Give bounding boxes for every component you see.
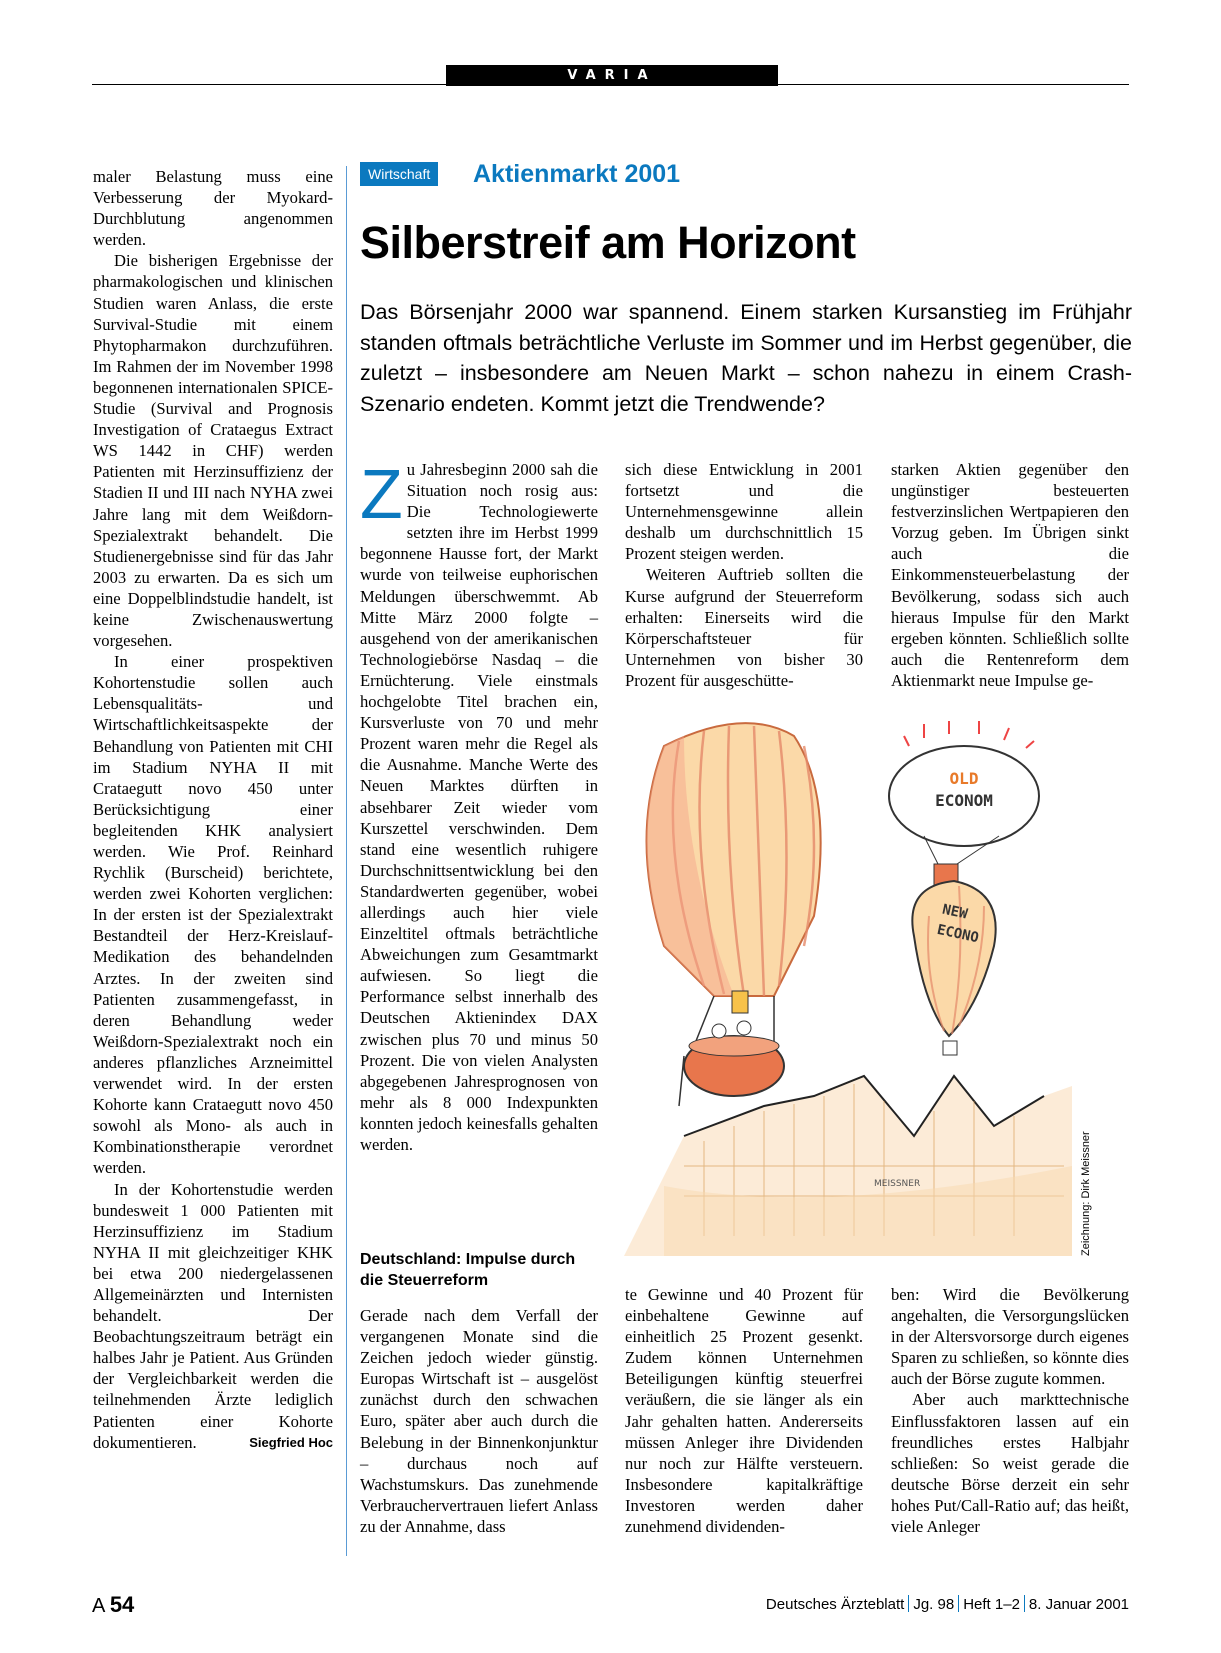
journal-date: 8. Januar 2001 xyxy=(1028,1596,1129,1613)
article-headline: Silberstreif am Horizont xyxy=(360,217,856,268)
journal-name: Deutsches Ärzteblatt xyxy=(765,1596,905,1613)
paragraph-last xyxy=(93,1179,333,1453)
paragraph-text: In der Kohortenstudie werden bundesweit 1 000 Patienten mit Herzinsuffizienz im Stadium NYHA II mit gleichzeitiger KHK bei etwa 200 niedergelassenen Allgemeinärzten und Internisten behandelt. Der Beobachtungszeitraum beträgt ein halbes Jahr je Patient. Aus Gründen der Vergleichbarkeit werden die teilnehmenden Ärzte lediglich Patienten einer Kohorte dokumentieren. xyxy=(93,1179,333,1452)
left-column xyxy=(93,166,333,1453)
paragraph: Aber auch markttechnische Einflussfaktoren lassen auf ein freundliches erstes Halbjahr schließen: So weist gerade die deutsche Börse derzeit ein sehr hohes Put/Call-Ratio auf; das heißt, viele Anleger xyxy=(891,1390,1129,1537)
column-divider xyxy=(346,166,347,1556)
article-column-1 xyxy=(360,455,598,1155)
paragraph: sich diese Entwicklung in 2001 fortsetzt und die Unternehmensgewinne allein deshalb um durchschnittlich 15 Prozent steigen werden. xyxy=(625,460,863,564)
illustration-credit: Zeichnung: Dirk Meissner xyxy=(1080,1131,1092,1256)
balloon-label-econo: ECONO xyxy=(935,921,981,947)
article-column-2-lower xyxy=(625,1284,863,1537)
section-label: VARIA xyxy=(446,65,778,86)
separator xyxy=(958,1595,959,1612)
paragraph: maler Belastung muss eine Verbesserung der Myokard-Durchblutung angenommen werden. xyxy=(93,167,333,250)
article-column-2 xyxy=(625,459,863,691)
balloon-label-economy: ECONOM xyxy=(935,791,993,810)
article-kicker: Aktienmarkt 2001 xyxy=(473,160,681,188)
category-tag: Wirtschaft xyxy=(360,162,438,186)
paragraph: ben: Wird die Bevölkerung angehalten, die Versorgungslücken in der Altersvorsorge durch eigenes Sparen zu schließen, so könnte dies auch der Börse zugute kommen. xyxy=(891,1285,1129,1389)
article-lead: Das Börsenjahr 2000 war spannend. Einem starken Kursanstieg im Frühjahr standen oftmals beträchtliche Verluste im Sommer und im Herbst gegenüber, die zuletzt – insbesondere am Neuen Markt – schon nahezu in einem Crash-Szenario endeten. Kommt jetzt die Trendwende? xyxy=(360,300,1132,416)
balloon-label-old: OLD xyxy=(949,769,979,788)
paragraph: In einer prospektiven Kohortenstudie sollen auch Lebensqualitäts- und Wirtschaftlichkeitsaspekte der Behandlung von Patienten mit CHI im Stadium NYHA II mit Crataegutt novo 450 unter Berücksichtigung einer begleitenden KHK analysiert werden. Wie Prof. Reinhard Rychlik (Burscheid) berichtete, werden zwei Kohorten verglichen: In der ersten ist der Spezialextrakt Bestandteil der Herz-Kreislauf-Medikation des behandelnden Arztes. In der zweiten sind Patienten zusammengefasst, in deren Behandlung weder Weißdorn-Spezialextrakt noch ein anderes pflanzliches Arzneimittel verwendet wird. In der ersten Kohorte kann Crataegutt novo 450 sowohl als Mono- als auch in Kombinationstherapie verordnet werden. xyxy=(93,652,333,1178)
paragraph: Die bisherigen Ergebnisse der pharmakologischen und klinischen Studien waren Anlass, die erste Survival-Studie mit einem Phytopharmakon durchzuführen. Im Rahmen der im November 1998 begonnenen internationalen SPICE-Studie (Survival and Prognosis Investigation of Crataegus Extract WS 1442 in CHF) werden Patienten mit Herzinsuffizienz der Stadien II und III nach NYHA zwei Jahre lang mit dem Weißdorn-Spezialextrakt behandelt. Die Studienergebnisse sind für das Jahr 2003 zu erwarten. Da es sich um eine Doppelblindstudie handelt, ist keine Zwischenauswertung vorgesehen. xyxy=(93,251,333,651)
journal-issue: Heft 1–2 xyxy=(963,1596,1020,1613)
big-balloon xyxy=(647,723,821,1106)
paragraph: Weiteren Auftrieb sollten die Kurse aufgrund der Steuerreform erhalten: Einerseits wird die Körperschaftsteuer für Unternehmen von bisher 30 Prozent für ausgeschütte- xyxy=(625,565,863,690)
article-column-1-lower xyxy=(360,1305,598,1537)
old-economy-balloon xyxy=(889,721,1039,886)
article-column-3 xyxy=(891,459,1129,691)
balloon-illustration xyxy=(624,716,1072,1256)
separator xyxy=(908,1595,909,1612)
balloon-label-new: NEW xyxy=(940,901,969,923)
mountain-chart xyxy=(624,1076,1072,1256)
paragraph-text: u Jahresbeginn 2000 sah die Situation noch rosig aus: Die Technologiewerte setzten ihre im Herbst 1999 begonnene Hausse fort, der Markt wurde von teilweise euphorischen Meldungen überschwemmt. Ab Mitte März 2000 folgte – ausgehend von der amerikanischen Technologiebörse Nasdaq – die Ernüchterung. Viele einstmals hochgelobte Titel brachen ein, Kursverluste von 70 und mehr Prozent waren mehr die Regel als die Ausnahme. Manche Werte des Neuen Marktes dürften in absehbarer Zeit wieder vom Kurszettel verschwinden. Dem stand eine wesentlich ruhigere Durchschnittsentwicklung bei den Standardwerten gegenüber, wobei allerdings auch hier viele Einzeltitel oftmals beträchtliche Abweichungen zum Gesamtmarkt aufwiesen. So liegt die Performance selbst innerhalb des Deutschen Aktienindex DAX zwischen plus 70 und minus 50 Prozent. Die von vielen Analysten abgegebenen Jahresprognosen von mehr als 8 000 Indexpunkten konnten jedoch keinesfalls gehalten werden. xyxy=(360,460,598,1154)
journal-volume: Jg. 98 xyxy=(913,1596,955,1613)
subheading: Deutschland: Impulse durch die Steuerreform xyxy=(360,1251,576,1289)
journal-footer xyxy=(766,1595,1129,1613)
author-name: Siegfried Hoc xyxy=(249,1434,333,1450)
separator xyxy=(1024,1595,1025,1612)
paragraph: Gerade nach dem Verfall der vergangenen Monate sind die Zeichen jedoch wieder günstig. Europas Wirtschaft ist – ausgelöst zunächst durch den schwachen Euro, später aber auch durch die Belebung in der Binnenkonjunktur – durchaus noch auf Wachstumskurs. Das zunehmende Verbrauchervertrauen liefert Anlass zu der Annahme, dass xyxy=(360,1306,598,1536)
new-economy-balloon xyxy=(912,881,995,1055)
artist-signature: MEISSNER xyxy=(874,1179,921,1189)
page-number-value: 54 xyxy=(109,1592,135,1617)
article-column-3-lower xyxy=(891,1284,1129,1537)
paragraph: te Gewinne und 40 Prozent für einbehaltene Gewinne auf einheitlich 25 Prozent gesenkt. Zudem können Unternehmen Beteiligungen künftig steuerfrei veräußern, die sie länger als ein Jahr gehalten hatten. Andererseits müssen Anleger ihre Dividenden nur noch zur Hälfte versteuern. Insbesondere kapitalkräftige Investoren werden daher zunehmend dividenden- xyxy=(625,1285,863,1537)
page-prefix: A xyxy=(92,1595,105,1617)
paragraph: starken Aktien gegenüber den ungünstiger besteuerten festverzinslichen Wertpapieren den Vorzug geben. Im Übrigen sinkt auch die Einkommensteuerbelastung der Bevölkerung, sodass sich auch hieraus Impulse für den Markt ergeben könnten. Schließlich sollte auch die Rentenreform dem Aktienmarkt neue Impulse ge- xyxy=(891,460,1129,690)
page-number xyxy=(92,1592,134,1618)
paragraph xyxy=(360,455,598,1155)
drop-cap: Z xyxy=(360,455,403,533)
